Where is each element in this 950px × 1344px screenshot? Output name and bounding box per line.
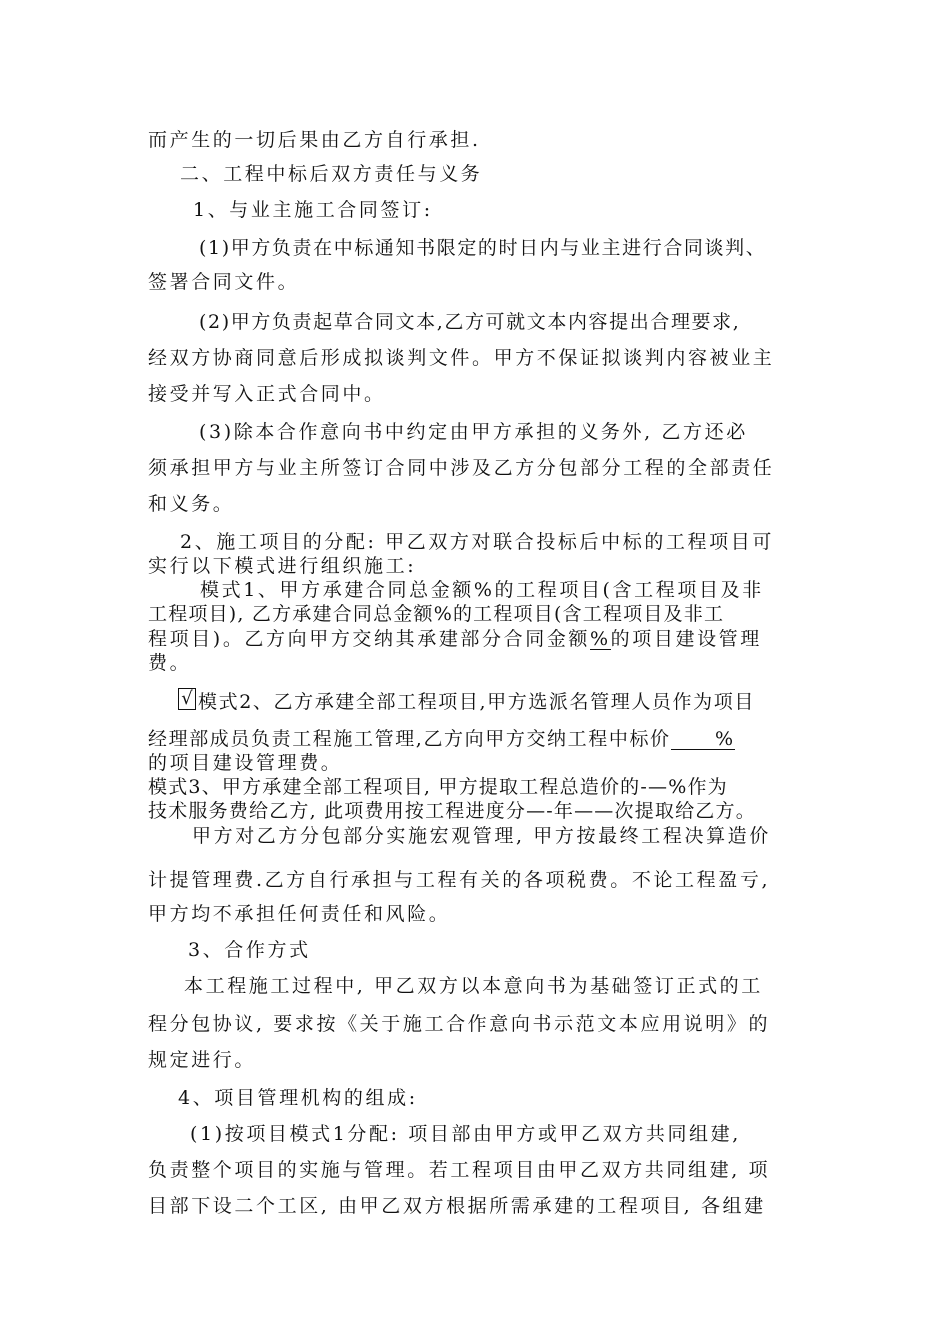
text-line: 甲方均不承担任何责任和风险。 [148, 903, 451, 925]
section-heading: 二、工程中标后双方责任与义务 [180, 163, 483, 185]
text-line: 计提管理费.乙方自行承担与工程有关的各项税费。不论工程盈亏, [148, 869, 771, 891]
subsection-heading: 2、施工项目的分配: 甲乙双方对联合投标后中标的工程项目可 [180, 531, 774, 553]
text-line: 工程项目), 乙方承建合同总金额%的工程项目(含工程项目及非工 [148, 603, 725, 625]
percent-blank: % [671, 729, 735, 750]
text-line [148, 727, 735, 751]
text-line: 和义务。 [148, 493, 235, 515]
text-line: 的项目建设管理费。 [148, 752, 343, 774]
percent-blank: % [590, 628, 611, 650]
mode-2-checkbox[interactable]: √ [178, 688, 196, 710]
text-line: (2)甲方负责起草合同文本,乙方可就文本内容提出合理要求, [199, 311, 741, 333]
text-segment: 程项目)。乙方向甲方交纳其承建部分合同金额 [148, 628, 591, 650]
text-line: 模式1、甲方承建合同总金额%的工程项目(含工程项目及非 [200, 579, 764, 601]
text-line: 本工程施工过程中, 甲乙双方以本意向书为基础签订正式的工 [184, 975, 763, 997]
text-line: (3)除本合作意向书中约定由甲方承担的义务外, 乙方还必 [199, 421, 748, 443]
subsection-heading: 1、与业主施工合同签订: [193, 199, 433, 221]
text-line: 甲方对乙方分包部分实施宏观管理, 甲方按最终工程决算造价 [192, 825, 771, 847]
text-line: 技术服务费给乙方, 此项费用按工程进度分—-年——次提取给乙方。 [148, 800, 756, 822]
text-line: 模式2、乙方承建全部工程项目,甲方选派名管理人员作为项目 [198, 691, 755, 713]
text-segment: 经理部成员负责工程施工管理,乙方向甲方交纳工程中标价 [148, 728, 671, 750]
text-segment: 的项目建设管理 [610, 628, 762, 650]
text-line: (1)按项目模式1分配: 项目部由甲方或甲乙双方共同组建, [190, 1123, 741, 1145]
text-line: 目部下设二个工区, 由甲乙双方根据所需承建的工程项目, 各组建 [148, 1195, 766, 1217]
subsection-heading: 3、合作方式 [188, 939, 311, 961]
text-line: 负责整个项目的实施与管理。若工程项目由甲乙双方共同组建, 项 [148, 1159, 771, 1181]
text-line: 签署合同文件。 [148, 271, 300, 293]
text-line: 模式3、甲方承建全部工程项目, 甲方提取工程总造价的-—%作为 [148, 776, 728, 798]
text-line: 规定进行。 [148, 1049, 257, 1071]
text-line: 费。 [148, 652, 192, 674]
text-line: 实行以下模式进行组织施工: [148, 555, 417, 577]
text-line: 程分包协议, 要求按《关于施工合作意向书示范文本应用说明》的 [148, 1013, 771, 1035]
text-line: (1)甲方负责在中标通知书限定的时日内与业主进行合同谈判、 [199, 237, 767, 259]
text-line: 须承担甲方与业主所签订合同中涉及乙方分包部分工程的全部责任 [148, 457, 775, 479]
subsection-heading: 4、项目管理机构的组成: [178, 1087, 418, 1109]
text-line [148, 627, 762, 651]
text-line: 而产生的一切后果由乙方自行承担. [148, 129, 481, 151]
text-line: 接受并写入正式合同中。 [148, 383, 386, 405]
text-line: 经双方协商同意后形成拟谈判文件。甲方不保证拟谈判内容被业主 [148, 347, 775, 369]
